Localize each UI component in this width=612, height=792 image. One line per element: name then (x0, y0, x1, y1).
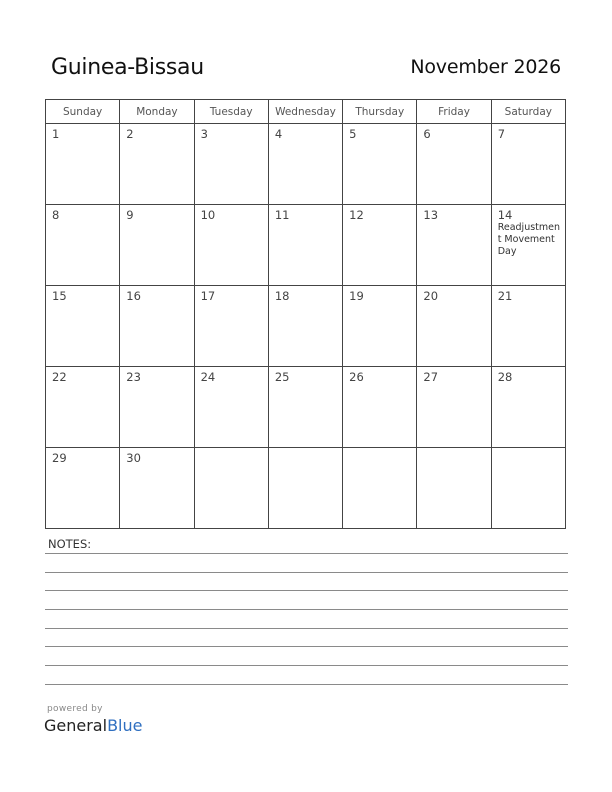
day-cell (417, 286, 491, 367)
day-cell (417, 205, 491, 286)
day-cell (194, 124, 268, 205)
note-line (45, 572, 568, 573)
day-number: 22 (52, 370, 67, 384)
day-number: 12 (349, 208, 364, 222)
day-number: 19 (349, 289, 364, 303)
day-cell (343, 205, 417, 286)
day-cell (268, 205, 342, 286)
day-number: 29 (52, 451, 67, 465)
day-cell (417, 367, 491, 448)
day-number: 27 (423, 370, 439, 384)
day-number: 4 (274, 127, 283, 141)
day-cell (343, 448, 417, 529)
day-cell (268, 448, 342, 529)
day-cell (417, 448, 491, 529)
week-row (46, 367, 566, 448)
day-number: 26 (349, 370, 364, 384)
note-line (45, 553, 568, 554)
generalblue-logo[interactable] (44, 716, 142, 735)
day-number: 10 (200, 208, 216, 222)
country-title: Guinea-Bissau (51, 55, 204, 80)
day-cell (268, 367, 342, 448)
day-number: 7 (497, 127, 506, 141)
week-row (46, 448, 566, 529)
note-line (45, 590, 568, 591)
day-number: 9 (126, 208, 134, 222)
day-cell (120, 124, 194, 205)
day-cell (194, 448, 268, 529)
day-cell (491, 124, 565, 205)
day-number: 6 (423, 127, 431, 141)
day-number: 28 (497, 370, 513, 384)
day-cell (120, 367, 194, 448)
day-number: 2 (126, 127, 134, 141)
day-cell (194, 205, 268, 286)
day-cell (194, 367, 268, 448)
day-number: 1 (52, 127, 60, 141)
weekday-header: Wednesday (268, 100, 342, 124)
note-line (45, 665, 568, 666)
day-number: 13 (423, 208, 439, 222)
day-cell (120, 205, 194, 286)
day-number: 8 (52, 208, 60, 222)
day-cell (46, 286, 120, 367)
weekday-header: Saturday (491, 100, 565, 124)
weekday-header-row (46, 100, 566, 124)
weekday-header: Sunday (46, 100, 120, 124)
week-row (46, 124, 566, 205)
day-cell (120, 286, 194, 367)
day-cell (491, 367, 565, 448)
note-line (45, 628, 568, 629)
day-cell (343, 124, 417, 205)
day-number: 3 (200, 127, 208, 141)
day-cell (46, 205, 120, 286)
day-cell (268, 124, 342, 205)
day-cell (46, 124, 120, 205)
day-number: 20 (423, 289, 439, 303)
notes-label: NOTES: (48, 537, 92, 551)
day-cell (491, 205, 565, 286)
day-cell (491, 286, 565, 367)
day-number: 18 (274, 289, 290, 303)
day-number: 17 (200, 289, 216, 303)
brand-blue-text: Blue (107, 716, 143, 735)
day-number: 21 (497, 289, 513, 303)
note-line (45, 646, 568, 647)
weekday-header: Thursday (343, 100, 417, 124)
week-row (46, 205, 566, 286)
day-cell (417, 124, 491, 205)
day-cell (268, 286, 342, 367)
day-cell (343, 286, 417, 367)
day-number: 23 (126, 370, 141, 384)
weekday-header: Friday (417, 100, 491, 124)
day-number: 15 (52, 289, 67, 303)
day-number: 16 (126, 289, 141, 303)
day-number: 14 (497, 208, 513, 222)
day-number: 5 (349, 127, 357, 141)
weekday-header: Tuesday (194, 100, 268, 124)
day-cell (491, 448, 565, 529)
day-number: 11 (274, 208, 290, 222)
calendar-grid (45, 99, 566, 529)
day-number: 24 (200, 370, 216, 384)
brand-general-text: General (44, 716, 108, 735)
day-cell (194, 286, 268, 367)
day-number: 30 (126, 451, 141, 465)
day-number: 25 (274, 370, 290, 384)
week-row (46, 286, 566, 367)
note-line (45, 684, 568, 685)
day-cell (343, 367, 417, 448)
day-cell (120, 448, 194, 529)
month-year-title: November 2026 (410, 56, 561, 78)
note-line (45, 609, 568, 610)
weekday-header: Monday (120, 100, 194, 124)
day-cell (46, 448, 120, 529)
day-cell (46, 367, 120, 448)
holiday-label: Readjustment Movement Day (497, 222, 561, 257)
powered-by-text: powered by (47, 704, 103, 714)
